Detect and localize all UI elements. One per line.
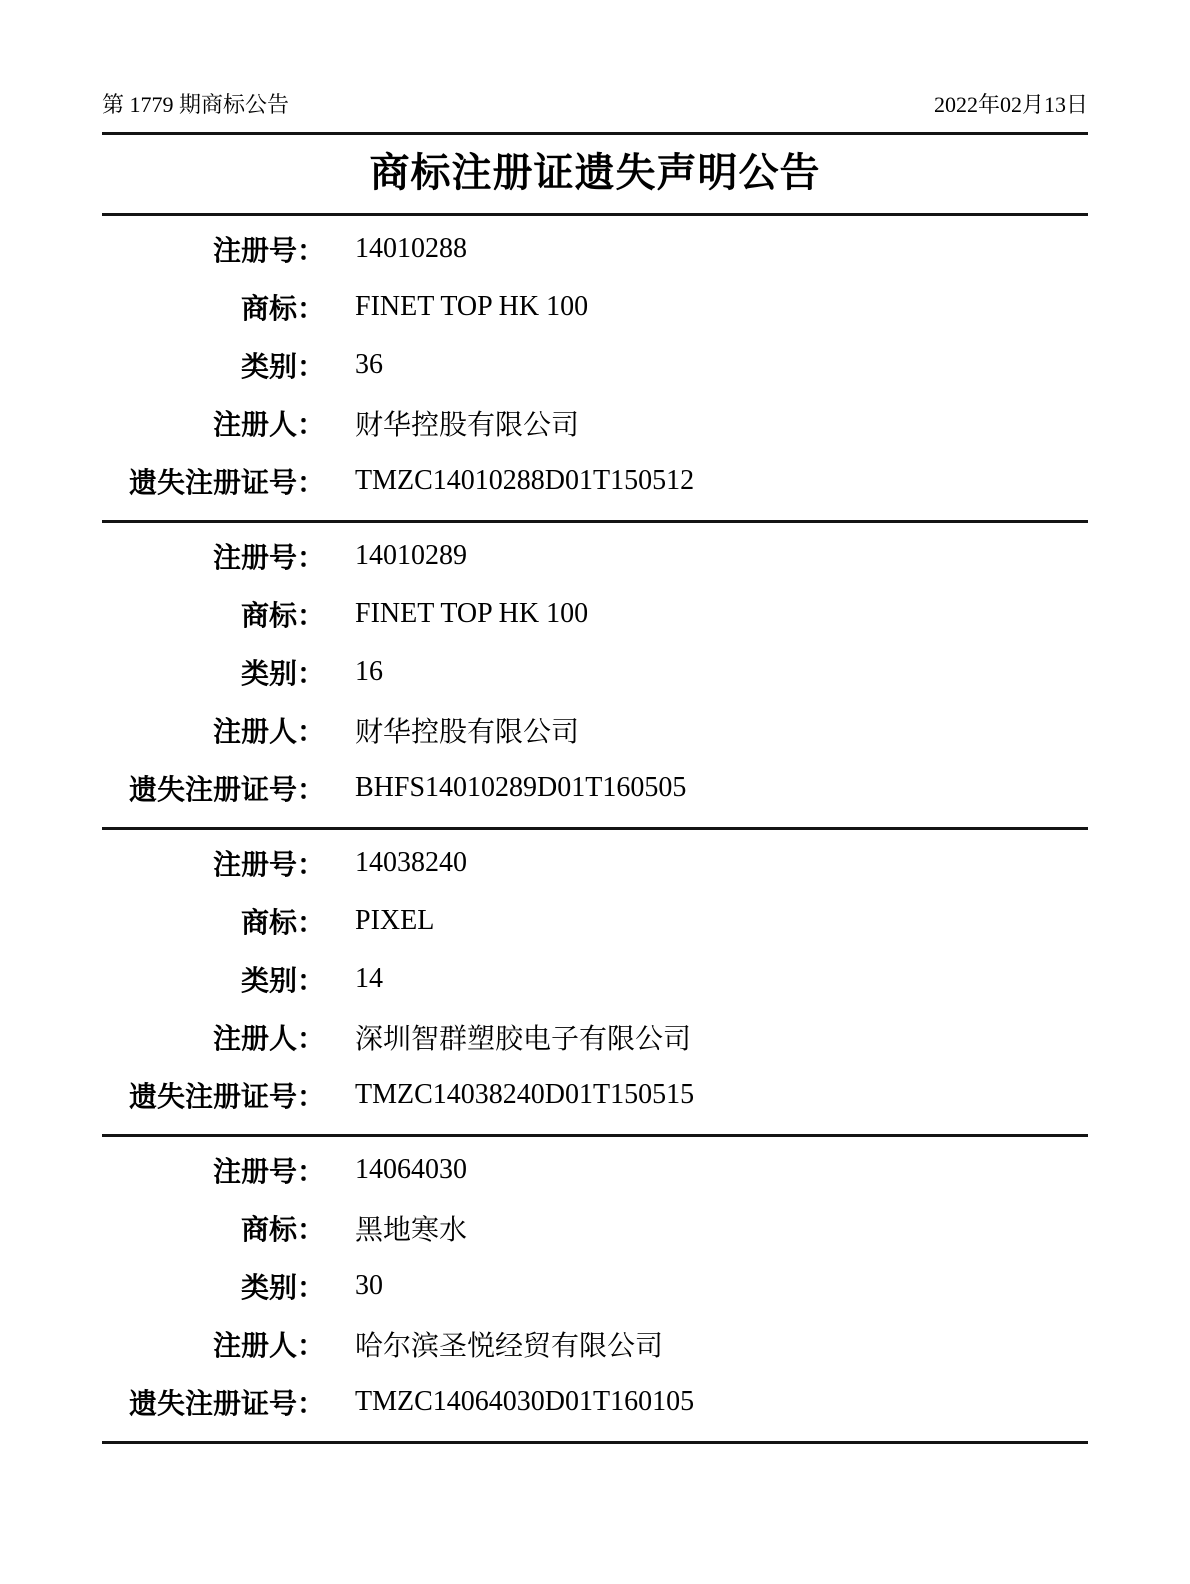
trademark-label: 商标： — [240, 294, 325, 325]
record-row-registrant — [102, 1315, 1088, 1373]
reg-no-value: 14010289 — [355, 540, 467, 571]
record-row-lost-cert-no — [102, 452, 1088, 510]
class-value: 30 — [355, 1270, 383, 1301]
page-title: 商标注册证遗失声明公告 — [369, 150, 821, 195]
trademark-label: 商标： — [240, 908, 325, 939]
registrant-label: 注册人： — [212, 410, 325, 441]
reg-no-value: 14010288 — [355, 233, 467, 264]
trademark-label: 商标： — [240, 1215, 325, 1246]
reg-no-value: 14064030 — [355, 1154, 467, 1185]
trademark-value: FINET TOP HK 100 — [355, 291, 589, 322]
record-row-class — [102, 1257, 1088, 1315]
registrant-value: 哈尔滨圣悦经贸有限公司 — [355, 1331, 664, 1362]
lost-cert-no-label: 遗失注册证号： — [128, 468, 325, 499]
reg-no-label: 注册号： — [212, 850, 325, 881]
reg-no-value: 14038240 — [355, 847, 467, 878]
reg-no-label: 注册号： — [212, 543, 325, 574]
trademark-value: FINET TOP HK 100 — [355, 598, 589, 629]
trademark-label: 商标： — [240, 601, 325, 632]
class-value: 36 — [355, 349, 383, 380]
class-label: 类别： — [240, 659, 325, 690]
lost-cert-no-label: 遗失注册证号： — [128, 1082, 325, 1113]
gazette-date-label: 2022年02月13日 — [933, 92, 1088, 117]
record-row-trademark — [102, 892, 1088, 950]
registrant-value: 财华控股有限公司 — [355, 717, 580, 748]
class-value: 14 — [355, 963, 383, 994]
registrant-label: 注册人： — [212, 1331, 325, 1362]
record-row-registrant — [102, 1008, 1088, 1066]
record-row-reg-no — [102, 1141, 1088, 1199]
record-row-class — [102, 643, 1088, 701]
registrant-value: 财华控股有限公司 — [355, 410, 580, 441]
lost-cert-no-value: TMZC14038240D01T150515 — [355, 1079, 695, 1110]
class-label: 类别： — [240, 966, 325, 997]
record-row-class — [102, 336, 1088, 394]
record-row-reg-no — [102, 834, 1088, 892]
lost-cert-no-value: TMZC14064030D01T160105 — [355, 1386, 695, 1417]
trademark-record — [102, 216, 1088, 520]
reg-no-label: 注册号： — [212, 1157, 325, 1188]
gazette-issue-label: 第 1779 期商标公告 — [102, 92, 290, 117]
lost-cert-no-value: BHFS14010289D01T160505 — [355, 772, 687, 803]
record-row-reg-no — [102, 527, 1088, 585]
registrant-label: 注册人： — [212, 1024, 325, 1055]
registrant-value: 深圳智群塑胶电子有限公司 — [355, 1024, 692, 1055]
record-row-class — [102, 950, 1088, 1008]
record-row-reg-no — [102, 220, 1088, 278]
record-row-registrant — [102, 701, 1088, 759]
lost-cert-no-value: TMZC14010288D01T150512 — [355, 465, 695, 496]
class-label: 类别： — [240, 1273, 325, 1304]
trademark-record — [102, 523, 1088, 827]
class-value: 16 — [355, 656, 383, 687]
record-row-registrant — [102, 394, 1088, 452]
trademark-record — [102, 1137, 1088, 1441]
trademark-value: PIXEL — [355, 905, 435, 936]
record-row-lost-cert-no — [102, 1373, 1088, 1431]
trademark-record — [102, 830, 1088, 1134]
registrant-label: 注册人： — [212, 717, 325, 748]
record-row-lost-cert-no — [102, 1066, 1088, 1124]
record-row-trademark — [102, 1199, 1088, 1257]
page-header — [102, 0, 1088, 120]
bottom-divider — [102, 1441, 1088, 1444]
lost-cert-no-label: 遗失注册证号： — [128, 775, 325, 806]
lost-cert-no-label: 遗失注册证号： — [128, 1389, 325, 1420]
class-label: 类别： — [240, 352, 325, 383]
reg-no-label: 注册号： — [212, 236, 325, 267]
record-row-trademark — [102, 585, 1088, 643]
trademark-value: 黑地寒水 — [355, 1215, 468, 1246]
record-row-trademark — [102, 278, 1088, 336]
record-row-lost-cert-no — [102, 759, 1088, 817]
